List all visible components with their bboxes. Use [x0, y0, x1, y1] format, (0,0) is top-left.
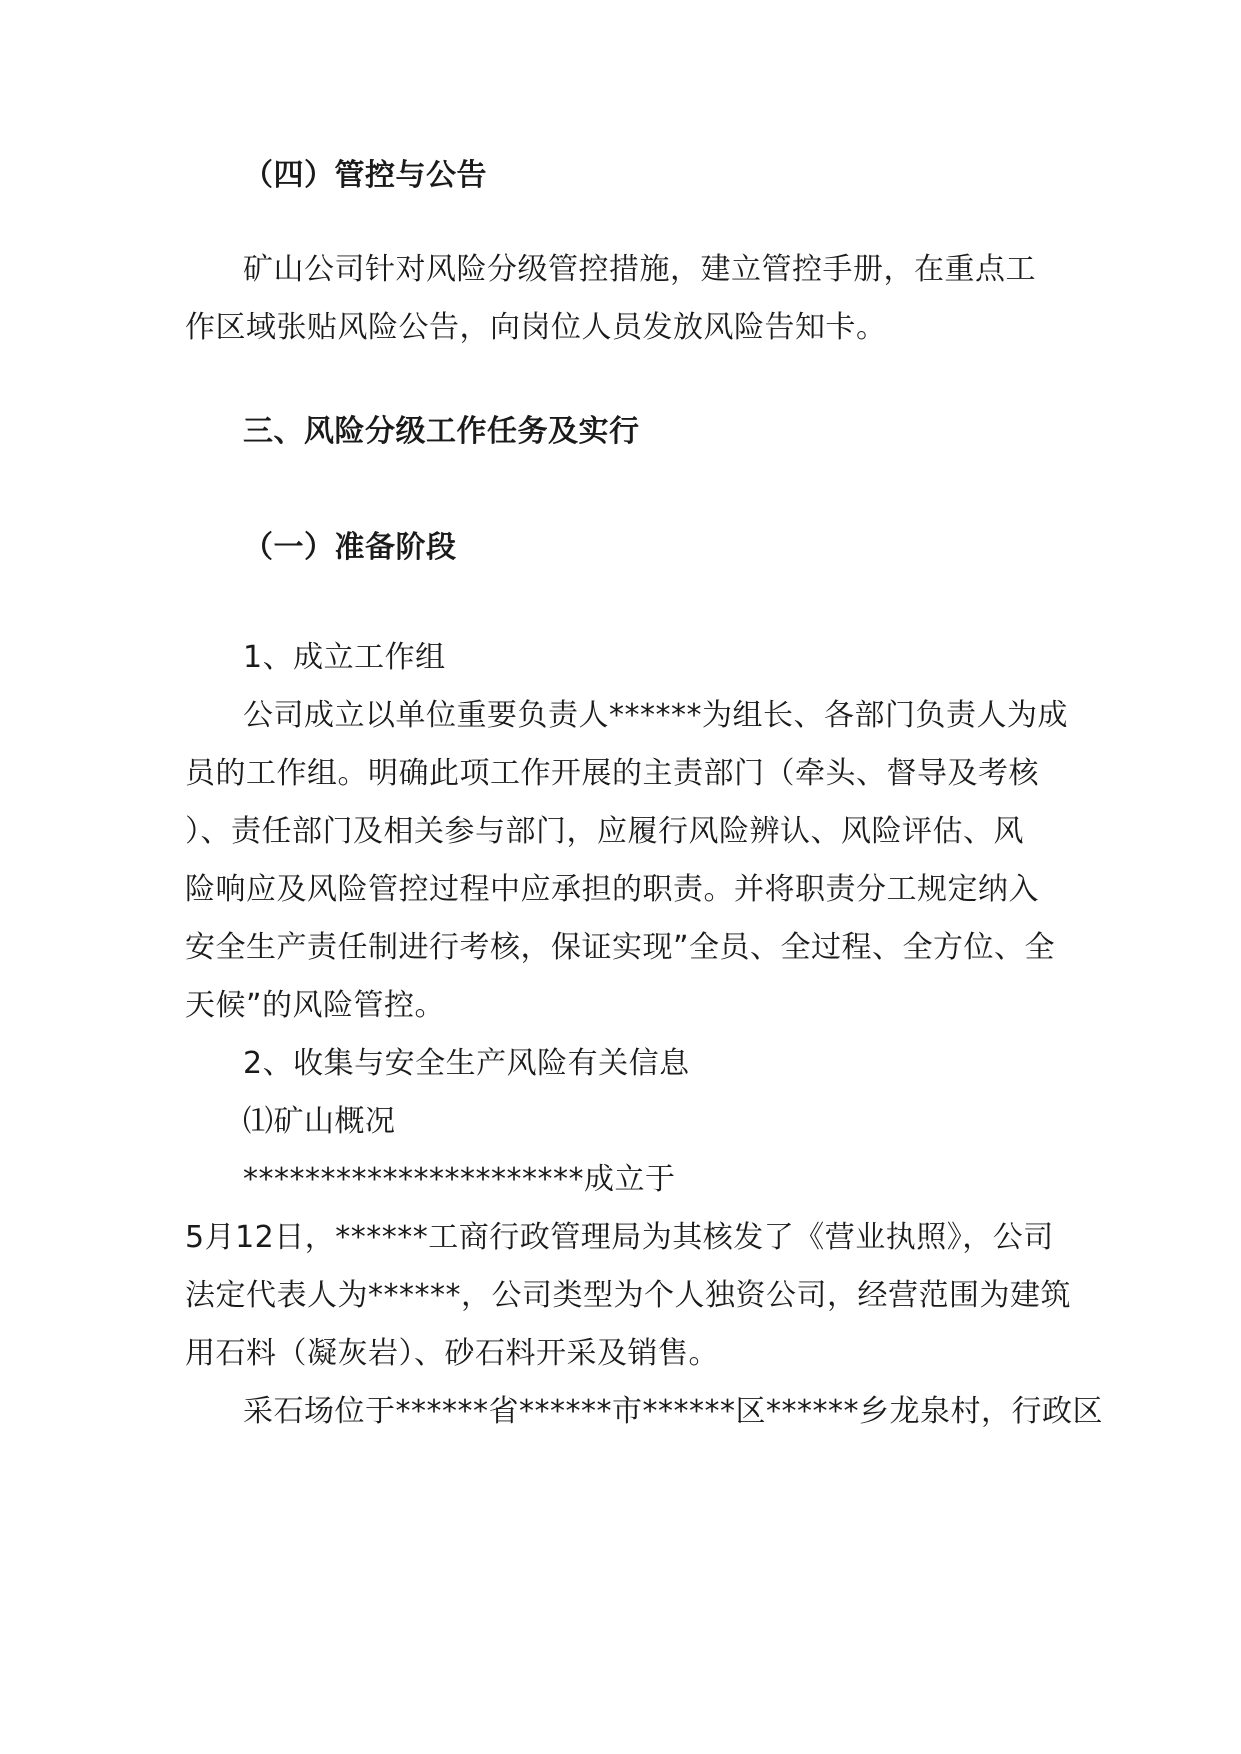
item1-paragraph-line: 公司成立以单位重要负责人******为组长、各部门负责人为成 [243, 698, 1068, 733]
mine-overview-line: 用石料（凝灰岩）、砂石料开采及销售。 [185, 1336, 719, 1371]
part3-heading: 三、风险分级工作任务及实行 [243, 414, 640, 449]
item1-paragraph-line: 员的工作组。明确此项工作开展的主责部门（牵头、督导及考核 [185, 756, 1039, 791]
section4-heading: （四）管控与公告 [243, 158, 487, 193]
mine-overview-line: 采石场位于******省******市******区******乡龙泉村，行政区 [243, 1394, 1103, 1429]
section4-paragraph-line: 矿山公司针对风险分级管控措施，建立管控手册，在重点工 [243, 252, 1036, 287]
item1-paragraph-line: ）、责任部门及相关参与部门，应履行风险辨认、风险评估、风 [185, 814, 1024, 849]
mine-overview-line: 法定代表人为******，公司类型为个人独资公司，经营范围为建筑 [185, 1278, 1071, 1313]
item1-paragraph-line: 安全生产责任制进行考核，保证实现”全员、全过程、全方位、全 [185, 930, 1056, 965]
section4-paragraph-line: 作区域张贴风险公告，向岗位人员发放风险告知卡。 [185, 310, 887, 345]
item1-paragraph-line: 天候”的风险管控。 [185, 988, 446, 1023]
item2-subitem-title: ⑴矿山概况 [243, 1104, 396, 1139]
subsection1-heading: （一）准备阶段 [243, 530, 457, 565]
item1-paragraph-line: 险响应及风险管控过程中应承担的职责。并将职责分工规定纳入 [185, 872, 1039, 907]
item2-title: 2、收集与安全生产风险有关信息 [243, 1046, 690, 1081]
mine-overview-line: **********************成立于 [243, 1162, 676, 1197]
item1-title: 1、成立工作组 [243, 640, 446, 675]
mine-overview-line: 5月12日，******工商行政管理局为其核发了《营业执照》，公司 [185, 1220, 1054, 1255]
